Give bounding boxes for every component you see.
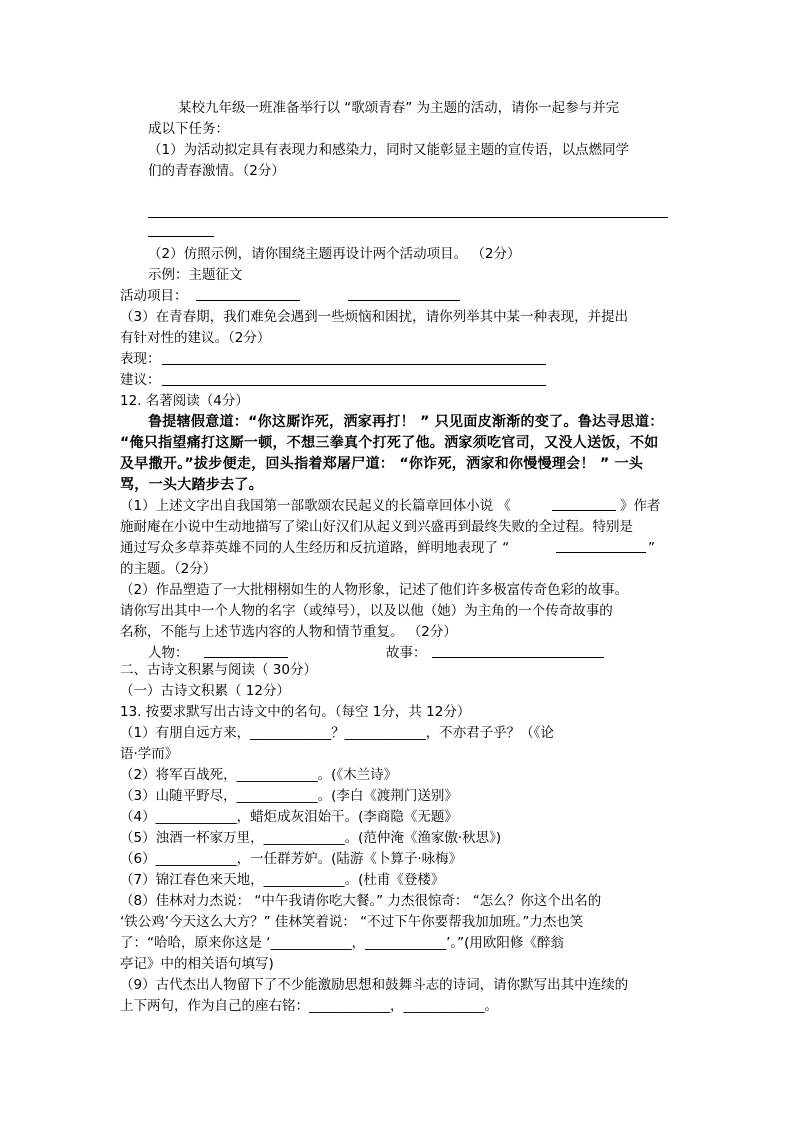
q3-line-2: 有针对性的建议。（2分）	[120, 330, 271, 346]
q13-item-8-line-1: （8）佳林对力杰说： “中午我请你吃大餐。” 力杰很惊奇： “怎么？你这个出名的	[120, 893, 602, 909]
q12-p2-line-2: 请你写出其中一个人物的名字（或绰号），以及以他（她）为主角的一个传奇故事的	[120, 603, 613, 619]
q12-p2-line-1: （2）作品塑造了一大批栩栩如生的人物形象，记述了他们许多极富传奇色彩的故事。	[120, 582, 629, 598]
q12-passage-line-4: 骂，一头大踏步去了。	[120, 477, 263, 493]
q1-answer-line-end[interactable]	[148, 236, 214, 237]
intro-line-2: 成以下任务：	[148, 121, 229, 137]
q3-behavior-label: 表现：	[120, 351, 161, 367]
q3-line-1: （3）在青春期，我们难免会遇到一些烦恼和困扰，请你列举其中某一种表现，并提出	[120, 309, 629, 325]
q12-p1-line-4: 的主题。（2分）	[120, 561, 217, 577]
q12-story-blank[interactable]	[432, 657, 604, 658]
q1-line-1: （1）为活动拟定具有表现力和感染力，同时又能彰显主题的宣传语，以点燃同学	[148, 142, 630, 158]
q1-line-2: 们的青春激情。（2分）	[148, 163, 285, 179]
q12-passage-line-1: 鲁提辖假意道：“你这厮诈死，洒家再打！ ” 只见面皮渐渐的变了。鲁达寻思道：	[148, 414, 664, 430]
q13-item-9-line-2: 上下两句，作为自己的座右铭：____________，____________。	[120, 998, 498, 1014]
q3-advice-blank[interactable]	[162, 385, 546, 386]
q13-item-6: （6）____________，一任群芳妒。(陆游《卜算子·咏梅》	[120, 851, 463, 867]
q2-project-label: 活动项目：	[120, 288, 188, 304]
q12-story-label: 故事：	[386, 645, 427, 661]
q13-item-1-cont: 语·学而》	[120, 746, 179, 762]
q12-p1-line-3b: ”	[648, 540, 655, 556]
q3-behavior-blank[interactable]	[162, 364, 546, 365]
intro-line-1: 某校九年级一班准备举行以 “歌颂青春” 为主题的活动，请你一起参与并完	[178, 100, 620, 116]
q12-p1-line-2: 施耐庵在小说中生动地描写了梁山好汉们从起义到兴盛再到最终失败的全过程。特别是	[120, 519, 633, 535]
q2-prompt: （2）仿照示例，请你围绕主题再设计两个活动项目。 （2分）	[148, 246, 521, 262]
q12-p1-line-1a: （1）上述文字出自我国第一部歌颂农民起义的长篇章回体小说 《	[120, 498, 511, 514]
q12-heading: 12. 名著阅读（4分）	[120, 393, 249, 409]
q12-p1-line-3a: 通过写众多草莽英雄不同的人生经历和反抗道路，鲜明地表现了 “	[120, 540, 510, 556]
q12-theme-blank[interactable]	[556, 552, 646, 553]
q13-item-9-line-1: （9）古代杰出人物留下了不少能激励思想和鼓舞斗志的诗词，请你默写出其中连续的	[120, 977, 629, 993]
q13-item-3: （3）山随平野尽，____________。(李白《渡荆门送别》	[120, 788, 458, 804]
q13-item-5: （5）浊酒一杯家万里，____________。(范仲淹《渔家傲·秋思》)	[120, 830, 502, 846]
q2-project-1-blank[interactable]	[196, 300, 300, 301]
q13-heading: 13. 按要求默写出古诗文中的名句。（每空 1分，共 12分）	[120, 704, 471, 720]
q13-item-2: （2）将军百战死，____________。(《木兰诗》	[120, 767, 398, 783]
q13-item-7: （7）锦江春色来天地，____________。(杜甫《登楼》	[120, 872, 445, 888]
q13-item-8-line-2: ‘铁公鸡’今天这么大方？” 佳林笑着说： “不过下午你要帮我加加班。”力杰也笑	[120, 914, 584, 930]
q13-item-8-line-4: 亭记》中的相关语句填写)	[120, 956, 274, 972]
q12-passage-line-2: “俺只指望痛打这厮一顿，不想三拳真个打死了他。洒家须吃官司，又没人送饭，不如	[120, 435, 659, 451]
q12-book-title-blank[interactable]	[552, 510, 616, 511]
q2-project-2-blank[interactable]	[348, 300, 460, 301]
q1-answer-line[interactable]	[148, 217, 668, 218]
q13-item-4: （4）____________，蜡炬成灰泪始干。(李商隐《无题》	[120, 809, 458, 825]
q12-passage-line-3: 及早撒开。”拔步便走，回头指着郑屠尸道： “你诈死，洒家和你慢慢理会！ ” 一头	[120, 456, 644, 472]
section2-heading: 二、古诗文积累与阅读（ 30分）	[120, 662, 317, 678]
q12-person-blank[interactable]	[204, 657, 288, 658]
q13-item-1: （1）有朋自远方来，____________？____________，不亦君子乎？（《论	[120, 725, 554, 741]
q12-p2-line-3: 名称，不能与上述节选内容的人物和情节重复。 （2分）	[120, 624, 457, 640]
q2-example: 示例：主题征文	[148, 267, 243, 283]
q12-person-label: 人物：	[148, 645, 189, 661]
section2-subheading: （一）古诗文积累（ 12分）	[120, 683, 290, 699]
q13-item-8-line-3: 了：“哈哈，原来你这是 ‘____________，____________’。”(用欧阳修《醉翁	[120, 935, 564, 951]
q3-advice-label: 建议：	[120, 372, 161, 388]
q12-p1-line-1b: 》作者	[620, 498, 661, 514]
